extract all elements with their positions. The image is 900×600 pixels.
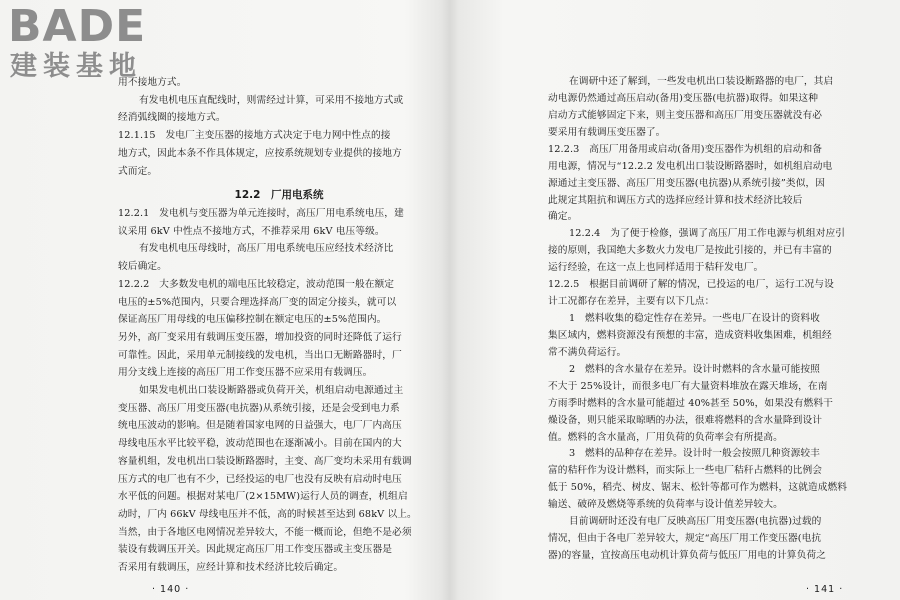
text-line: 启动方式能够固定下来，则主变压器和高压厂用变压器就没有必	[548, 109, 823, 121]
text-line: 地方式，因此本条不作具体规定，应按系统规划专业提供的接地方	[118, 147, 402, 159]
text-line: 低于 50%，稻壳、树皮、锯末、松针等都可作为燃料，这就造成燃料	[548, 482, 848, 494]
page-number-right: · 141 ·	[806, 584, 844, 595]
text-line: 用电源，情况与“12.2.2 发电机出口装设断路器时，如机组启动电	[548, 160, 833, 172]
text-line: 值。燃料的含水量高，厂用负荷的负荷率会有所提高。	[548, 431, 783, 443]
text-line: 1 燃料收集的稳定性存在差异。一些电厂在设计的资料收	[569, 313, 820, 324]
text-line: 动电源仍然通过高压启动(备用)变压器(电抗器)取得。如果这种	[548, 92, 818, 104]
text-line: 不大于 25%设计，而很多电厂有大量资料堆放在露天堆场，在南	[548, 380, 828, 392]
text-line: 统电压波动的影响。但是随着国家电网的日益强大，电厂厂内高压	[118, 420, 402, 432]
text-line: 电压的±5%范围内，只要合理选择高厂变的固定分接头，就可以	[118, 296, 397, 308]
text-line: 集区域内，燃料资源没有预想的丰富，造成资料收集困难，机组经	[548, 329, 832, 341]
text-line: 装设有载调压开关。因此规定高压厂用工作变压器或主变压器是	[118, 544, 393, 556]
text-line: 压方式的电厂也有不少，已经投运的电厂也没有反映有启动时电压	[118, 473, 402, 485]
text-line: 保证高压厂用母线的电压偏移控制在额定电压的±5%范围内。	[118, 314, 387, 326]
text-line: 用不接地方式。	[118, 77, 187, 88]
text-line: 12.2.4 为了便于检修，强调了高压厂用工作电源与机组对应引	[569, 228, 846, 240]
page-number-left: · 140 ·	[152, 584, 190, 595]
text-line: 议采用 6kV 中性点不接地方式，不推荐采用 6kV 电压等级。	[118, 225, 385, 237]
text-line: 要采用有载调压变压器了。	[548, 126, 666, 138]
text-line: 12.2.1 发电机与变压器为单元连接时，高压厂用电系统电压，建	[118, 208, 404, 219]
text-line: 12.1.15 发电厂主变压器的接地方式决定于电力网中性点的接	[118, 130, 391, 142]
text-line: 2 燃料的含水量存在差异。设计时燃料的含水量可能按照	[569, 363, 820, 375]
text-line: 可靠性。因此，采用单元制接线的发电机，当出口无断路器时，厂	[118, 349, 402, 361]
text-line: 情况，但由于各电厂差异较大，规定“高压厂用工作变压器(电抗	[548, 533, 822, 545]
text-line: 目前调研时还没有电厂反映高压厂用变压器(电抗器)过载的	[569, 516, 822, 528]
text-line: 用分支线上连接的高压厂用工作变压器不应采用有载调压。	[118, 367, 373, 379]
text-line: 燥设备，则只能采取晾晒的办法，很难将燃料的含水量降到设计	[548, 414, 823, 426]
text-line: 式而定。	[118, 165, 158, 177]
text-line: 较后确定。	[118, 261, 167, 273]
text-line: 器)的容量，宜按高压电动机计算负荷与低压厂用电的计算负荷之	[548, 550, 826, 561]
text-line: 源通过主变压器、高压厂用变压器(电抗器)从系统引接”类似，因	[548, 177, 826, 189]
text-line: 否采用有载调压，应经计算和技术经济比较后确定。	[118, 562, 344, 573]
text-line: 在调研中还了解到，一些发电机出口装设断路器的电厂，其启	[569, 76, 834, 87]
right-page	[548, 0, 850, 600]
text-line: 3 燃料的品种存在差异。设计时一般会按照几种资源较丰	[569, 448, 820, 460]
text-line: 有发电机电压母线时，高压厂用电系统电压应经技术经济比	[139, 243, 394, 255]
text-line: 变压器、高压厂用变压器(电抗器)从系统引接，还是会受到电力系	[118, 402, 400, 414]
text-line: 当然，由于各地区电网情况差异较大，不能一概而论，但绝不是必须	[118, 526, 412, 538]
text-line: 有发电机电压直配线时，则需经过计算，可采用不接地方式或	[139, 94, 404, 106]
text-line: 接的原则，我国绝大多数火力发电厂是按此引接的，并已有丰富的	[548, 245, 832, 257]
text-line: 如果发电机出口装设断路器或负荷开关，机组启动电源通过主	[139, 385, 404, 396]
text-line: 常不满负荷运行。	[548, 346, 627, 358]
text-line: 水平低的问题。根据对某电厂(2×15MW)运行人员的调查，机组启	[118, 491, 408, 503]
text-line: 另外，高厂变采用有载调压变压器，增加投资的同时还降低了运行	[118, 331, 402, 343]
text-line: 确定。	[548, 211, 578, 223]
text-line: 经消弧线圈的接地方式。	[118, 112, 226, 124]
watermark-subtitle-text: 建装基地	[10, 51, 142, 82]
text-line: 12.2.2 大多数发电机的端电压比较稳定，波动范围一般在额定	[118, 278, 395, 290]
text-line: 容量机组，发电机出口装设断路器时，主变、高厂变均未采用有载调	[118, 455, 412, 467]
text-line: 输送、破碎及燃烧等系统的负荷率与设计值差异较大。	[548, 499, 783, 511]
watermark-brand-text: BADE	[8, 1, 147, 52]
text-line: 计工况都存在差异，主要有以下几点：	[548, 296, 715, 308]
text-line: 动时，厂内 66kV 母线电压并不低，高的时候甚至达到 68kV 以上。	[118, 508, 417, 520]
text-line: 12.2.3 高压厂用备用或启动(备用)变压器作为机组的启动和备	[548, 143, 823, 155]
text-line: 此规定其阻抗和调压方式的选择应经计算和技术经济比较后	[548, 194, 803, 206]
text-line: 12.2.5 根据目前调研了解的情况，已投运的电厂，运行工况与设	[548, 279, 834, 291]
text-line: 富的秸秆作为设计燃料，而实际上一些电厂秸秆占燃料的比例会	[548, 465, 823, 477]
text-line: 方雨季时燃料的含水量可能超过 40%甚至 50%，如果没有燃料干	[548, 397, 833, 409]
text-line: 母线电压水平比较平稳，波动范围也在逐渐减小。目前在国内的大	[118, 438, 402, 450]
section-heading: 12.2 厂用电系统	[234, 188, 324, 201]
left-page	[118, 0, 440, 600]
text-line: 运行经验，在这一点上也同样适用于秸秆发电厂。	[548, 262, 764, 274]
